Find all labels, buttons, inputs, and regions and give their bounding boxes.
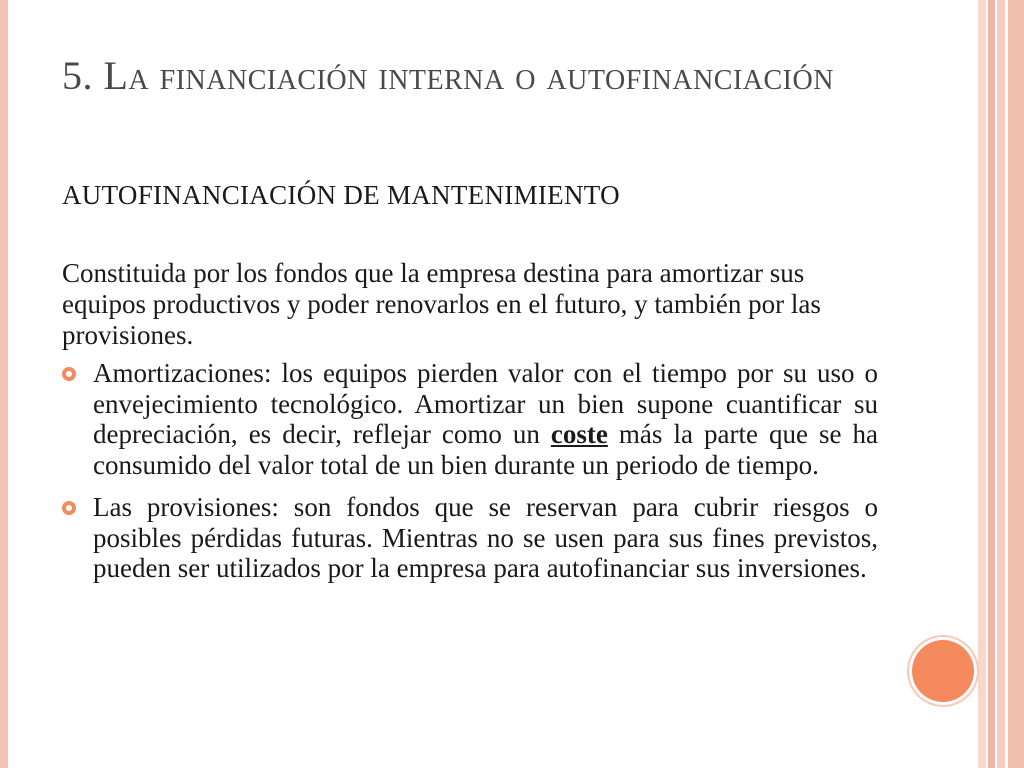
- slide-title: 5. La financiación interna o autofinanciación: [62, 53, 834, 98]
- section-heading: AUTOFINANCIACIÓN DE MANTENIMIENTO: [62, 180, 620, 210]
- bullet-text-before: Amortizaciones: los equipos pierden valor con el tiempo por su uso o envejecimiento tecnológico. Amortizar un bien supone cuantificar su depreciación, es decir, reflejar como un: [93, 358, 878, 449]
- bullet-list: [62, 358, 878, 596]
- decorative-circle-icon: [912, 640, 974, 702]
- bullet-circle-icon: [62, 501, 76, 515]
- intro-paragraph: Constituida por los fondos que la empresa destina para amortizar sus equipos productivos y poder renovarlos en el futuro, y también por las provisiones.: [62, 258, 821, 350]
- left-decorative-border: [0, 0, 8, 768]
- bullet-item-provisiones: [62, 492, 878, 584]
- bullet-circle-icon: [62, 367, 76, 381]
- right-decorative-stripe: [997, 0, 1005, 768]
- right-decorative-stripe: [1008, 0, 1024, 768]
- bullet-emphasis: coste: [550, 419, 608, 449]
- bullet-text-after: más la parte que se ha consumido del valor total de un bien durante un periodo de tiempo.: [93, 419, 878, 480]
- right-decorative-stripe: [978, 0, 986, 768]
- right-decorative-stripe: [988, 0, 995, 768]
- bullet-item-amortizaciones: [62, 358, 878, 480]
- bullet-text: Las provisiones: son fondos que se reservan para cubrir riesgos o posibles pérdidas futuras. Mientras no se usen para sus fines previstos, pueden ser utilizados por la empresa para autofinanciar sus inversiones.: [93, 492, 878, 583]
